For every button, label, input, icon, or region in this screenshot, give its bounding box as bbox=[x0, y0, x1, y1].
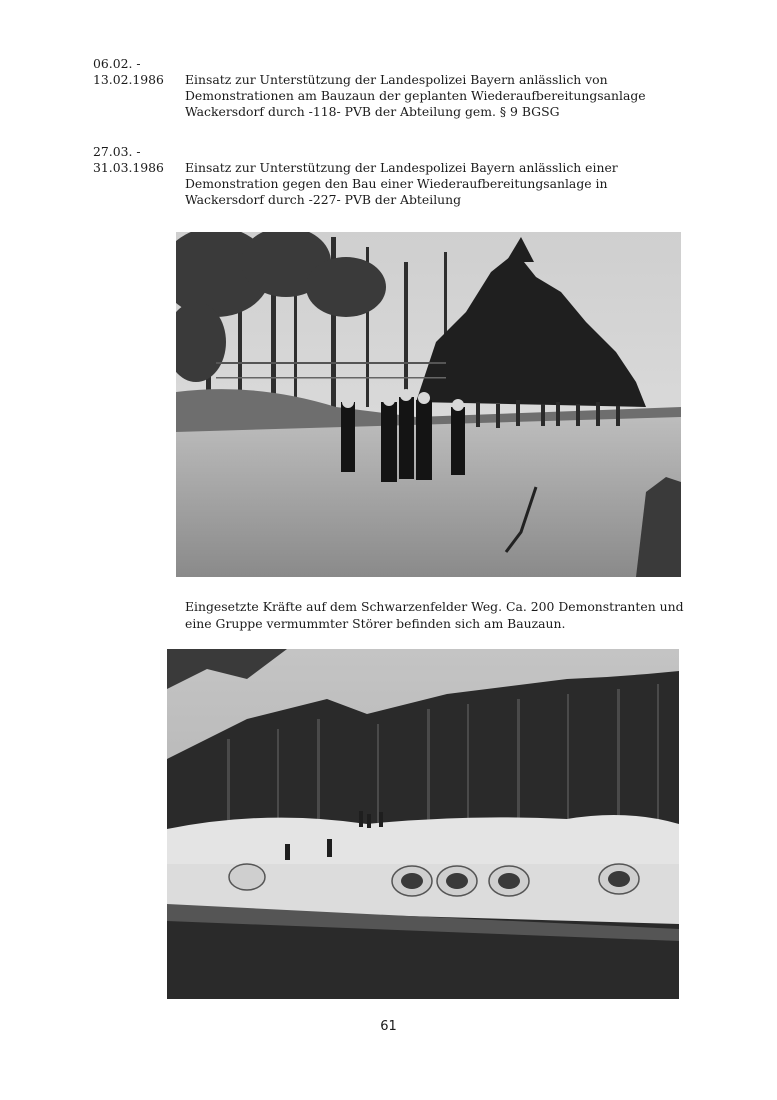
photo-caption: Eingesetzte Kräfte auf dem Schwarzenfelder Weg. Ca. 200 Demonstranten und eine Gruppe vermummter Störer befinden sich am Bauzaun. bbox=[185, 599, 684, 631]
entry-1-date-start: 06.02. - bbox=[93, 56, 141, 71]
entry-1-date-end: 13.02.1986 bbox=[93, 72, 164, 87]
entry-2-date-end: 31.03.1986 bbox=[93, 160, 164, 175]
entry-2-date-start: 27.03. - bbox=[93, 144, 141, 159]
photo-pipes-clearing bbox=[167, 649, 679, 999]
entry-2-text: Einsatz zur Unterstützung der Landespolizei Bayern anlässlich einer Demonstration gegen den Bau einer Wiederaufbereitungsanlage in Wackersdorf durch -227- PVB der Abteilung bbox=[185, 160, 618, 207]
photo-police-at-fence bbox=[176, 232, 681, 577]
photo-police-at-fence-image bbox=[176, 232, 681, 577]
entry-1-text: Einsatz zur Unterstützung der Landespolizei Bayern anlässlich von Demonstrationen am Bauzaun der geplanten Wiederaufbereitungsanlage Wackersdorf durch -118- PVB der Abteilung gem. § 9 BGSG bbox=[185, 72, 646, 119]
page-number: 61 bbox=[380, 1019, 397, 1034]
photo-pipes-clearing-image bbox=[167, 649, 679, 999]
